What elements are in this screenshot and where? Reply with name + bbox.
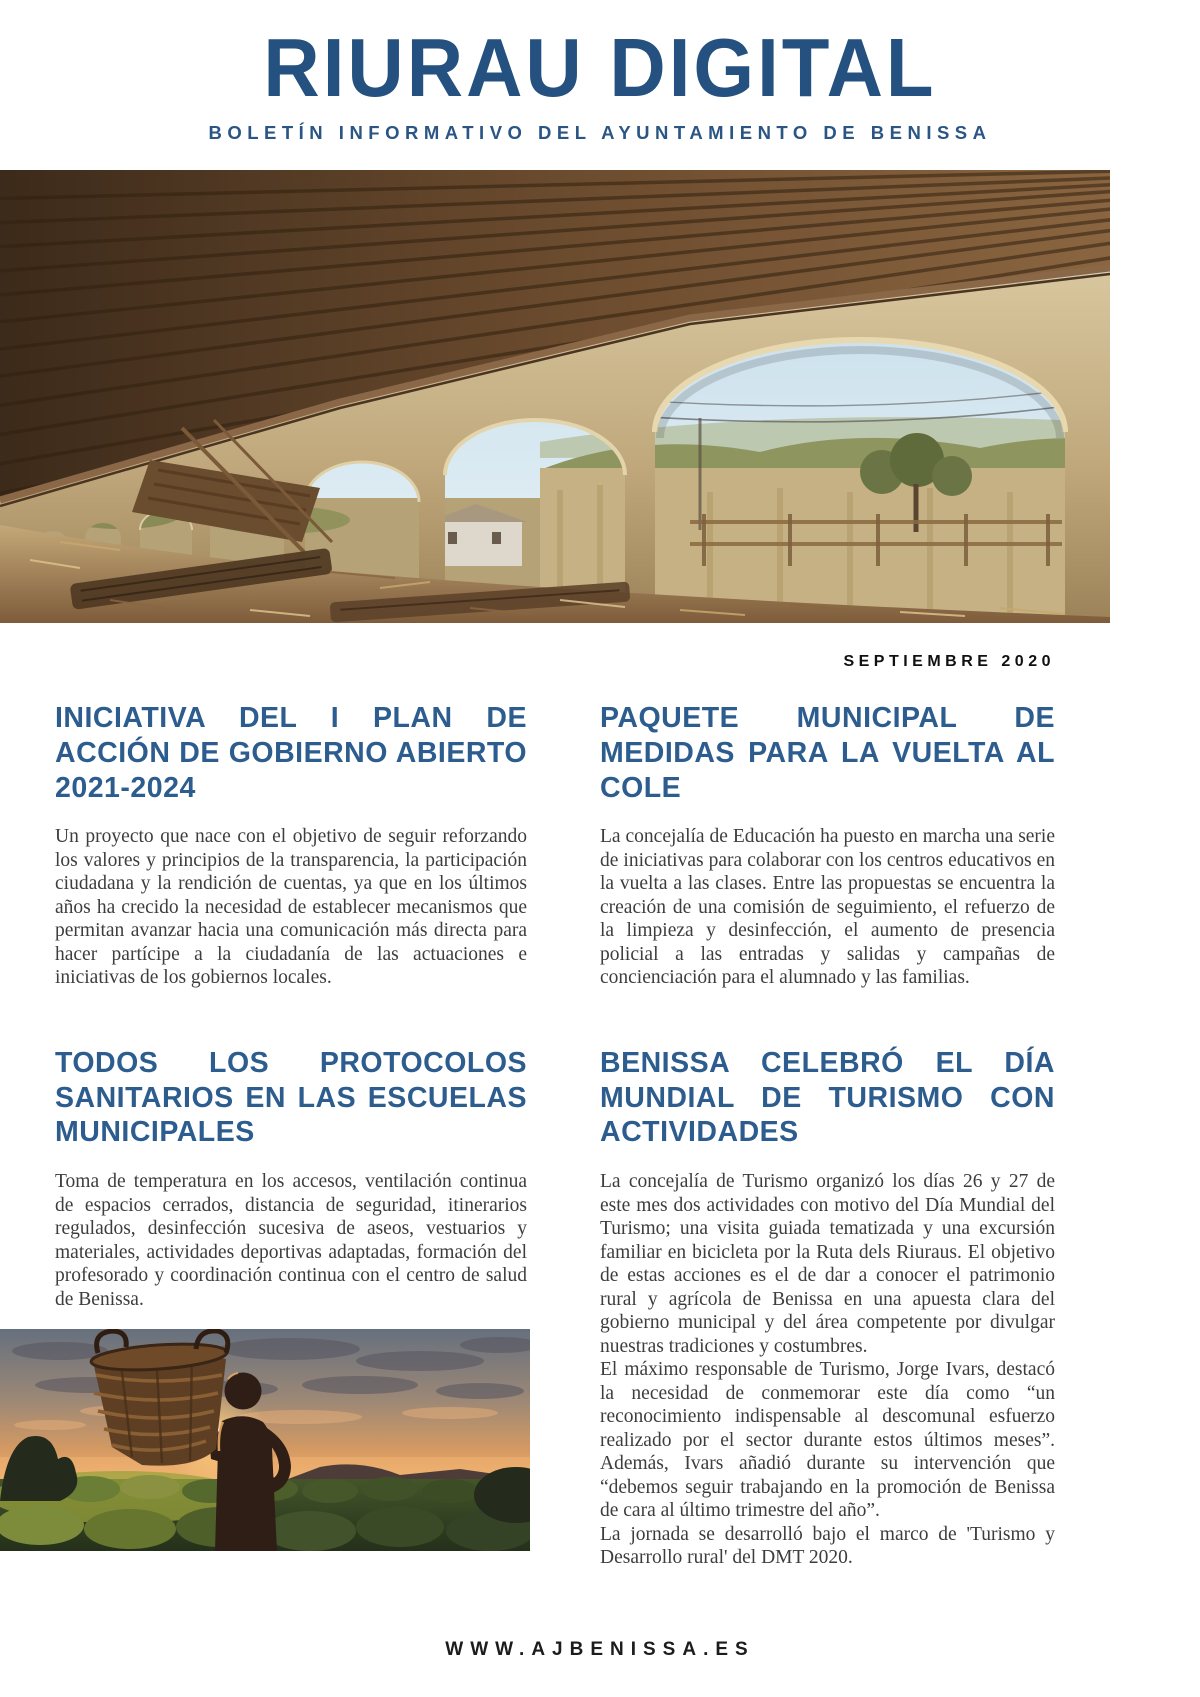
article-headline: PAQUETE MUNICIPAL DE MEDIDAS PARA LA VUELTA AL COLE [600,702,1055,804]
masthead [0,0,1200,144]
content-area [55,653,1055,1570]
article-vuelta-al-cole [600,701,1055,990]
article-protocolos-sanitarios [55,1046,527,1570]
boy-with-basket-illustration [0,1329,530,1551]
article-paragraph: Un proyecto que nace con el objetivo de seguir reforzando los valores y principios de la transparencia, la participación ciudadana y la rendición de cuentas, ya que en los últimos años ha crecido la necesidad de establecer mecanismos que permitan avanzar hacia una comunicación más directa para hacer partícipe a la ciudadanía de las actuaciones e iniciativas de los gobiernos locales. [55,826,527,989]
riurau-arches-illustration [0,170,1110,623]
articles-grid [55,701,1055,1570]
hero-photo [0,170,1110,623]
article-paragraph: La concejalía de Educación ha puesto en marcha una serie de iniciativas para colaborar con los centros educativos en la vuelta a las clases. Entre las propuestas se encuentra la creación de una comisión de seguimiento, el refuerzo de la limpieza y desinfección, el aumento de presencia policial a las entradas y salidas y campañas de concienciación para el alumnado y las familias. [600,826,1055,989]
vendimia-photo [0,1329,530,1551]
article-gobierno-abierto [55,701,527,990]
masthead-subtitle: BOLETÍN INFORMATIVO DEL AYUNTAMIENTO DE BENISSA [208,122,992,143]
article-headline: TODOS LOS PROTOCOLOS SANITARIOS EN LAS ESCUELAS MUNICIPALES [55,1046,527,1149]
website-link[interactable]: WWW.AJBENISSA.ES [445,1639,755,1660]
masthead-title: RIURAU DIGITAL [263,20,937,114]
issue-date: SEPTIEMBRE 2020 [843,653,1055,670]
footer [0,1639,1200,1661]
article-headline: BENISSA CELEBRÓ EL DÍA MUNDIAL DE TURISMO CON ACTIVIDADES [600,1046,1055,1149]
article-dia-mundial-turismo [600,1046,1055,1570]
article-paragraph: El máximo responsable de Turismo, Jorge Ivars, destacó la necesidad de conmemorar este día como “un reconocimiento indispensable al descomunal esfuerzo realizado por el sector durante estos últimos meses”. Además, Ivars añadió durante su intervención que “debemos seguir trabajando en la promoción de Benissa de cara al último trimestre del año”. [600,1359,1055,1522]
article-paragraph: Toma de temperatura en los accesos, ventilación continua de espacios cerrados, distancia de seguridad, itinerarios regulados, desinfección sucesiva de aseos, vestuarios y materiales, actividades deportivas adaptadas, formación del profesorado y coordinación continua con el centro de salud de Benissa. [55,1171,527,1310]
article-headline: INICIATIVA DEL I PLAN DE ACCIÓN DE GOBIERNO ABIERTO 2021-2024 [55,702,527,804]
article-paragraph: La jornada se desarrolló bajo el marco de 'Turismo y Desarrollo rural' del DMT 2020. [600,1523,1055,1569]
article-paragraph: La concejalía de Turismo organizó los días 26 y 27 de este mes dos actividades con motivo del Día Mundial del Turismo; una visita guiada tematizada y una excursión familiar en bicicleta por la Ruta dels Riuraus. El objetivo de estas acciones es el de dar a conocer el patrimonio rural y agrícola de Benissa en una apuesta clara del gobierno municipal y del área competente por divulgar nuestras tradiciones y costumbres. [600,1171,1055,1357]
